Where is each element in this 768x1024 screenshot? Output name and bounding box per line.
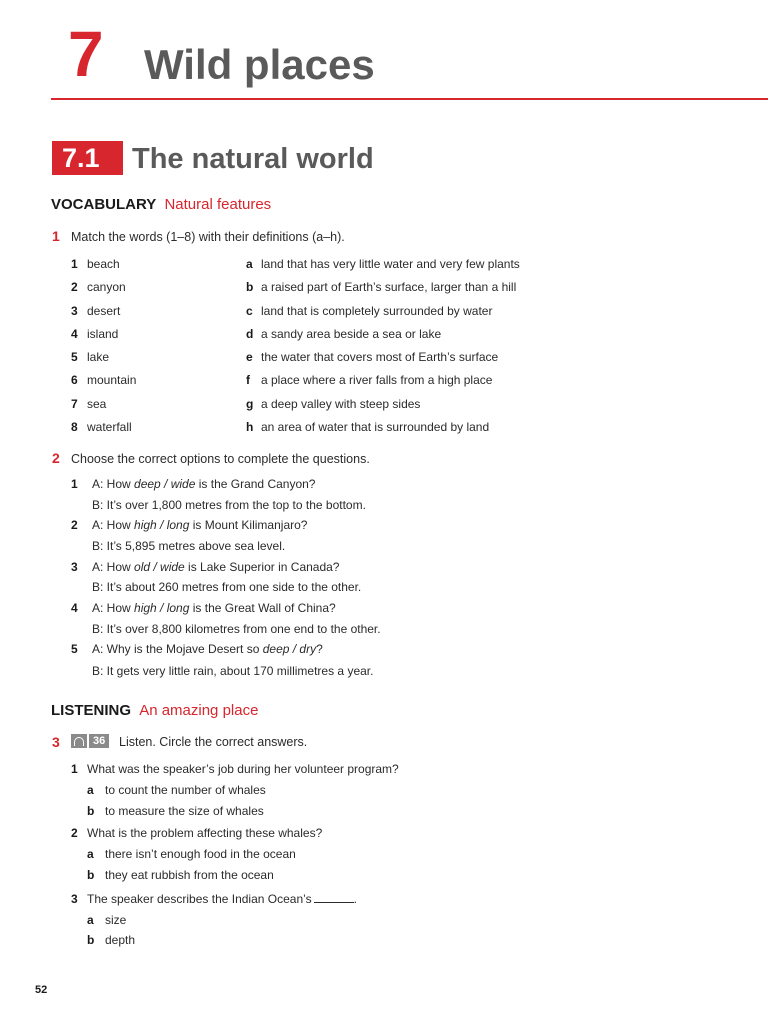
word-number: 7 [71,397,78,411]
word-number: 8 [71,420,78,434]
option-letter-b: b [87,868,95,882]
vocabulary-heading [51,196,271,214]
listening-heading [51,702,258,720]
word-number: 3 [71,304,78,318]
headphones-icon [71,734,87,748]
exercise-3-instruction: Listen. Circle the correct answers. [119,735,308,749]
word-item: canyon [87,280,126,294]
dialogue-line-b: B: It’s over 1,800 metres from the top to the bottom. [92,498,366,512]
definition-letter: a [246,257,253,271]
dialogue-line-b: B: It’s 5,895 metres above sea level. [92,539,286,553]
answer-option[interactable]: size [105,913,127,927]
answer-option[interactable]: they eat rubbish from the ocean [105,868,274,882]
definition-letter: f [246,373,250,387]
question-number: 2 [71,518,78,532]
dialogue-line-a: A: How deep / wide is the Grand Canyon? [92,477,316,491]
definition-item: land that has very little water and very few plants [261,257,520,271]
exercise-1-number: 1 [52,228,60,244]
option-letter-a: a [87,913,94,927]
dialogue-line-a: A: How high / long is Mount Kilimanjaro? [92,518,308,532]
audio-track-badge[interactable] [71,734,109,748]
section-number-badge: 7.1 [52,141,123,175]
answer-option[interactable]: there isn’t enough food in the ocean [105,847,296,861]
definition-letter: h [246,420,254,434]
chapter-title: Wild places [144,41,375,88]
dialogue-line-b: B: It’s about 260 metres from one side to the other. [92,580,362,594]
word-number: 5 [71,350,78,364]
question-number: 3 [71,892,78,906]
audio-track-number: 36 [89,734,109,748]
definition-item: a sandy area beside a sea or lake [261,327,442,341]
answer-blank[interactable] [314,893,354,903]
exercise-3-number: 3 [52,734,60,750]
vocabulary-label: VOCABULARY [51,196,157,213]
dialogue-line-b: B: It gets very little rain, about 170 millimetres a year. [92,664,374,678]
option-choice[interactable]: deep / dry [262,642,317,656]
option-choice[interactable]: high / long [134,518,190,532]
definition-item: a place where a river falls from a high place [261,373,493,387]
word-number: 1 [71,257,78,271]
listening-topic: An amazing place [139,702,259,719]
word-item: desert [87,304,121,318]
word-item: island [87,327,119,341]
definition-item: the water that covers most of Earth’s surface [261,350,499,364]
option-choice[interactable]: high / long [134,601,190,615]
question-number: 5 [71,642,78,656]
word-number: 4 [71,327,78,341]
question-text: What is the problem affecting these whales? [87,826,323,840]
definition-letter: d [246,327,254,341]
definition-item: an area of water that is surrounded by land [261,420,490,434]
vocabulary-topic: Natural features [164,196,272,213]
question-number: 1 [71,762,78,776]
word-item: lake [87,350,110,364]
question-text: The speaker describes the Indian Ocean’s . [87,892,357,906]
question-number: 1 [71,477,78,491]
dialogue-line-a: A: Why is the Mojave Desert so deep / dry? [92,642,323,656]
word-number: 2 [71,280,78,294]
option-letter-b: b [87,933,95,947]
answer-option[interactable]: depth [105,933,136,947]
listening-label: LISTENING [51,702,132,719]
definition-item: a raised part of Earth’s surface, larger than a hill [261,280,517,294]
option-choice[interactable]: old / wide [134,560,185,574]
word-item: waterfall [87,420,132,434]
definition-letter: b [246,280,254,294]
section-title: The natural world [132,143,374,175]
chapter-number: 7 [68,18,102,90]
answer-option[interactable]: to measure the size of whales [105,804,264,818]
chapter-divider [51,98,768,100]
definition-item: a deep valley with steep sides [261,397,421,411]
exercise-2-number: 2 [52,450,60,466]
dialogue-line-a: A: How high / long is the Great Wall of China? [92,601,336,615]
question-number: 4 [71,601,78,615]
option-letter-a: a [87,783,94,797]
option-letter-b: b [87,804,95,818]
answer-option[interactable]: to count the number of whales [105,783,266,797]
page-number: 52 [35,984,48,996]
word-number: 6 [71,373,78,387]
word-item: beach [87,257,120,271]
definition-letter: c [246,304,253,318]
option-letter-a: a [87,847,94,861]
exercise-1-instruction: Match the words (1–8) with their definitions (a–h). [71,230,345,244]
question-number: 3 [71,560,78,574]
word-item: sea [87,397,107,411]
exercise-2-instruction: Choose the correct options to complete the questions. [71,452,370,466]
question-number: 2 [71,826,78,840]
definition-letter: g [246,397,254,411]
dialogue-line-b: B: It’s over 8,800 kilometres from one end to the other. [92,622,381,636]
question-text: What was the speaker’s job during her volunteer program? [87,762,399,776]
option-choice[interactable]: deep / wide [134,477,196,491]
definition-item: land that is completely surrounded by water [261,304,493,318]
word-item: mountain [87,373,137,387]
definition-letter: e [246,350,253,364]
dialogue-line-a: A: How old / wide is Lake Superior in Canada? [92,560,340,574]
